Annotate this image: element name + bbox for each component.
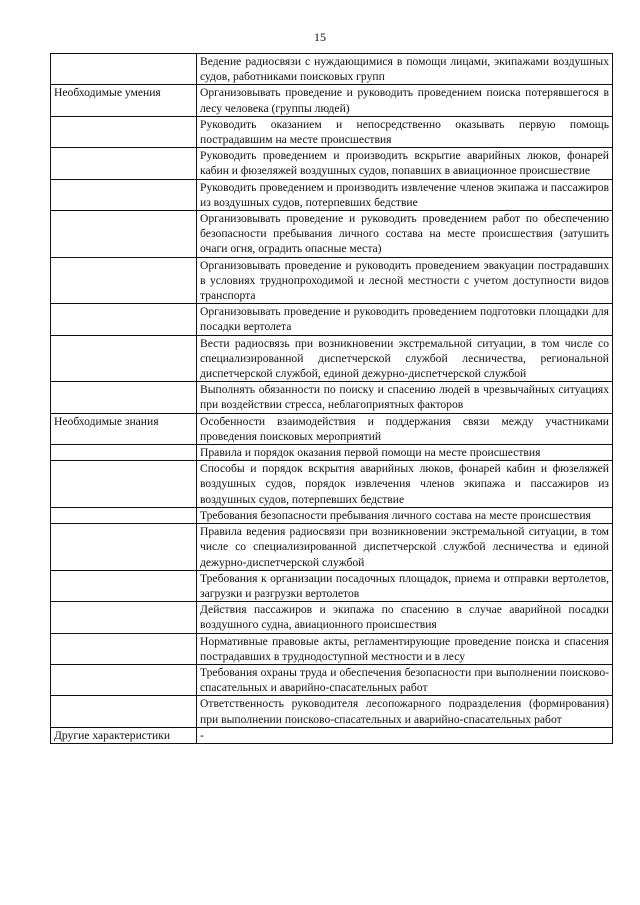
row-text: Особенности взаимодействия и поддержания связи между участниками проведения поисковых мероприятий xyxy=(197,413,613,444)
row-text: Способы и порядок вскрытия аварийных люков, фонарей кабин и фюзеляжей воздушных судов, порядок извлечения членов экипажа и пассажиров из воздушных судов, потерпевших бедствие xyxy=(197,461,613,508)
section-label-knowledge: Необходимые знания xyxy=(51,413,197,444)
row-label xyxy=(51,524,197,571)
row-text: Руководить проведением и производить извлечение членов экипажа и пассажиров из воздушных судов, потерпевших бедствие xyxy=(197,179,613,210)
row-text: Нормативные правовые акты, регламентирующие проведение поиска и спасения пострадавших в труднодоступной местности и в лесу xyxy=(197,633,613,664)
table-row xyxy=(51,664,613,695)
table-row xyxy=(51,633,613,664)
row-label xyxy=(51,257,197,304)
row-text: Требования безопасности пребывания личного состава на месте происшествия xyxy=(197,507,613,523)
section-label-other: Другие характеристики xyxy=(51,727,197,743)
table-row xyxy=(51,116,613,147)
row-label xyxy=(51,54,197,85)
row-text: Требования к организации посадочных площадок, приема и отправки вертолетов, загрузки и разгрузки вертолетов xyxy=(197,570,613,601)
row-label xyxy=(51,211,197,258)
table-row xyxy=(51,211,613,258)
row-label xyxy=(51,179,197,210)
row-label xyxy=(51,382,197,413)
table-row xyxy=(51,85,613,116)
table-row xyxy=(51,445,613,461)
row-label xyxy=(51,602,197,633)
row-label xyxy=(51,445,197,461)
row-label xyxy=(51,696,197,727)
row-text: Вести радиосвязь при возникновении экстремальной ситуации, в том числе со специализированной диспетчерской службой лесничества, региональной диспетчерской службой, единой дежурно-диспетчерской службой xyxy=(197,335,613,382)
requirements-table xyxy=(50,53,613,744)
table-row xyxy=(51,507,613,523)
table-row xyxy=(51,304,613,335)
row-label xyxy=(51,116,197,147)
row-label xyxy=(51,507,197,523)
row-label xyxy=(51,304,197,335)
table-row xyxy=(51,335,613,382)
row-label xyxy=(51,633,197,664)
table-row xyxy=(51,461,613,508)
row-text: Организовывать проведение и руководить проведением эвакуации пострадавших в условиях труднопроходимой и лесной местности с учетом доступности видов транспорта xyxy=(197,257,613,304)
table-row xyxy=(51,257,613,304)
row-text: Организовывать проведение и руководить проведением поиска потерявшегося в лесу человека (группы людей) xyxy=(197,85,613,116)
table-row xyxy=(51,524,613,571)
row-text: Правила ведения радиосвязи при возникновении экстремальной ситуации, в том числе со специализированной диспетчерской службой лесничества и единой дежурно-диспетчерской службой xyxy=(197,524,613,571)
row-label xyxy=(51,148,197,179)
table-row xyxy=(51,413,613,444)
row-label xyxy=(51,461,197,508)
table-row xyxy=(51,570,613,601)
row-text: Ведение радиосвязи с нуждающимися в помощи лицами, экипажами воздушных судов, работниками поисковых групп xyxy=(197,54,613,85)
row-text: Действия пассажиров и экипажа по спасению в случае аварийной посадки воздушного судна, авиационного происшествия xyxy=(197,602,613,633)
row-text: Организовывать проведение и руководить проведением работ по обеспечению безопасности пребывания личного состава на месте происшествия (затушить очаги огня, оградить опасные места) xyxy=(197,211,613,258)
page-number: 15 xyxy=(314,30,326,44)
table-row xyxy=(51,148,613,179)
row-text: Руководить проведением и производить вскрытие аварийных люков, фонарей кабин и фюзеляжей воздушных судов, попавших в авиационное происшествие xyxy=(197,148,613,179)
row-label xyxy=(51,335,197,382)
row-text: Организовывать проведение и руководить проведением подготовки площадки для посадки вертолета xyxy=(197,304,613,335)
table-row xyxy=(51,602,613,633)
row-text: Правила и порядок оказания первой помощи на месте происшествия xyxy=(197,445,613,461)
row-label xyxy=(51,570,197,601)
row-text: Выполнять обязанности по поиску и спасению людей в чрезвычайных ситуациях при воздействии стресса, неблагоприятных факторов xyxy=(197,382,613,413)
table-row xyxy=(51,696,613,727)
row-text: Руководить оказанием и непосредственно оказывать первую помощь пострадавшим на месте происшествия xyxy=(197,116,613,147)
row-text: Ответственность руководителя лесопожарного подразделения (формирования) при выполнении поисково-спасательных и аварийно-спасательных работ xyxy=(197,696,613,727)
table-row xyxy=(51,179,613,210)
row-text: Требования охраны труда и обеспечения безопасности при выполнении поисково-спасательных и аварийно-спасательных работ xyxy=(197,664,613,695)
row-label xyxy=(51,664,197,695)
section-label-skills: Необходимые умения xyxy=(51,85,197,116)
table-row xyxy=(51,54,613,85)
table-row xyxy=(51,382,613,413)
row-text: - xyxy=(197,727,613,743)
table-row xyxy=(51,727,613,743)
